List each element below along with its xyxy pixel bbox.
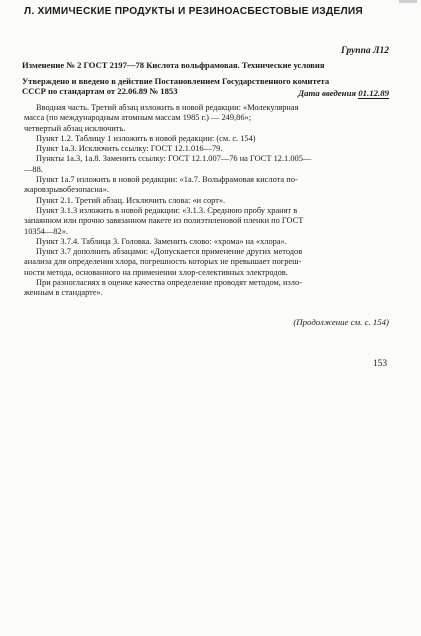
paragraph-line: Пункт 3.7 дополнить абзацами: «Допускается применение других методов [36,247,303,257]
paragraph-line: При разногласиях в оценке качества определение проводят методом, изло- [36,278,302,288]
paragraph-line: Пункт 3.1.3 изложить в новой редакции: «3.1.3. Среднюю пробу хранят в [36,205,298,215]
paragraph-line: —88. [24,164,43,174]
continuation-note: (Продолжение см. с. 154) [293,317,389,327]
paragraph-line: Пункты 1а.3, 1а.8. Заменить ссылку: ГОСТ 12.1.007—76 на ГОСТ 12.1.005— [36,154,312,164]
amendment-body [24,103,392,299]
paragraph-line: ности метода, основанного на применении хлор-селективных электродов. [24,267,288,277]
approval-line-2: СССР по стандартам от 22.06.89 № 1853 [22,86,178,96]
group-code: Группа Л12 [340,46,389,56]
paragraph-line: Вводная часть. Третий абзац изложить в новой редакции: «Молекулярная [36,103,299,112]
effective-date-label: Дата введения [298,88,356,98]
page-number: 153 [372,359,387,369]
scan-corner-mark [399,0,417,3]
paragraph-line: запаянном или прочно завязанном пакете из полиэтиленовой пленки по ГОСТ [24,216,304,226]
paragraph-line: Пункт 1а.7 изложить в новой редакции: «1а.7. Вольфрамовая кислота по- [36,175,298,185]
paragraph-line: Пункт 3.7.4. Таблица 3. Головка. Заменить слово: «хрома» на «хлора». [36,236,287,246]
paragraph-line: четвертый абзац исключить. [24,123,126,133]
paragraph-line: Пункт 1а.3. Исключить ссылку: ГОСТ 12.1.016—79. [36,144,223,154]
section-header: Л. ХИМИЧЕСКИЕ ПРОДУКТЫ И РЕЗИНОАСБЕСТОВЫЕ ИЗДЕЛИЯ [24,6,364,17]
paragraph-line: 10354—82». [24,226,68,236]
effective-date [298,88,389,98]
approval-line-1: Утверждено и введено в действие Постановлением Государственного комитета [22,76,330,86]
effective-date-value: 01.12.89 [358,88,389,98]
paragraph-line: Пункт 1.2. Таблицу 1 изложить в новой редакции: (см. с. 154) [36,133,256,143]
paragraph-line: Пункт 2.1. Третий абзац. Исключить слова: «и сорт». [36,195,226,205]
change-title: Изменение № 2 ГОСТ 2197—78 Кислота вольфрамовая. Технические условия [22,60,325,70]
paragraph-line: женным в стандарте». [24,288,103,298]
paragraph-line: анализа для определения хлора, погрешность которых не превышает погреш- [24,257,302,267]
paragraph-line: масса (по международным атомным массам 1985 г.) — 249,86»; [24,113,252,123]
paragraph-line: жаровзрывобезопасна». [24,185,109,195]
